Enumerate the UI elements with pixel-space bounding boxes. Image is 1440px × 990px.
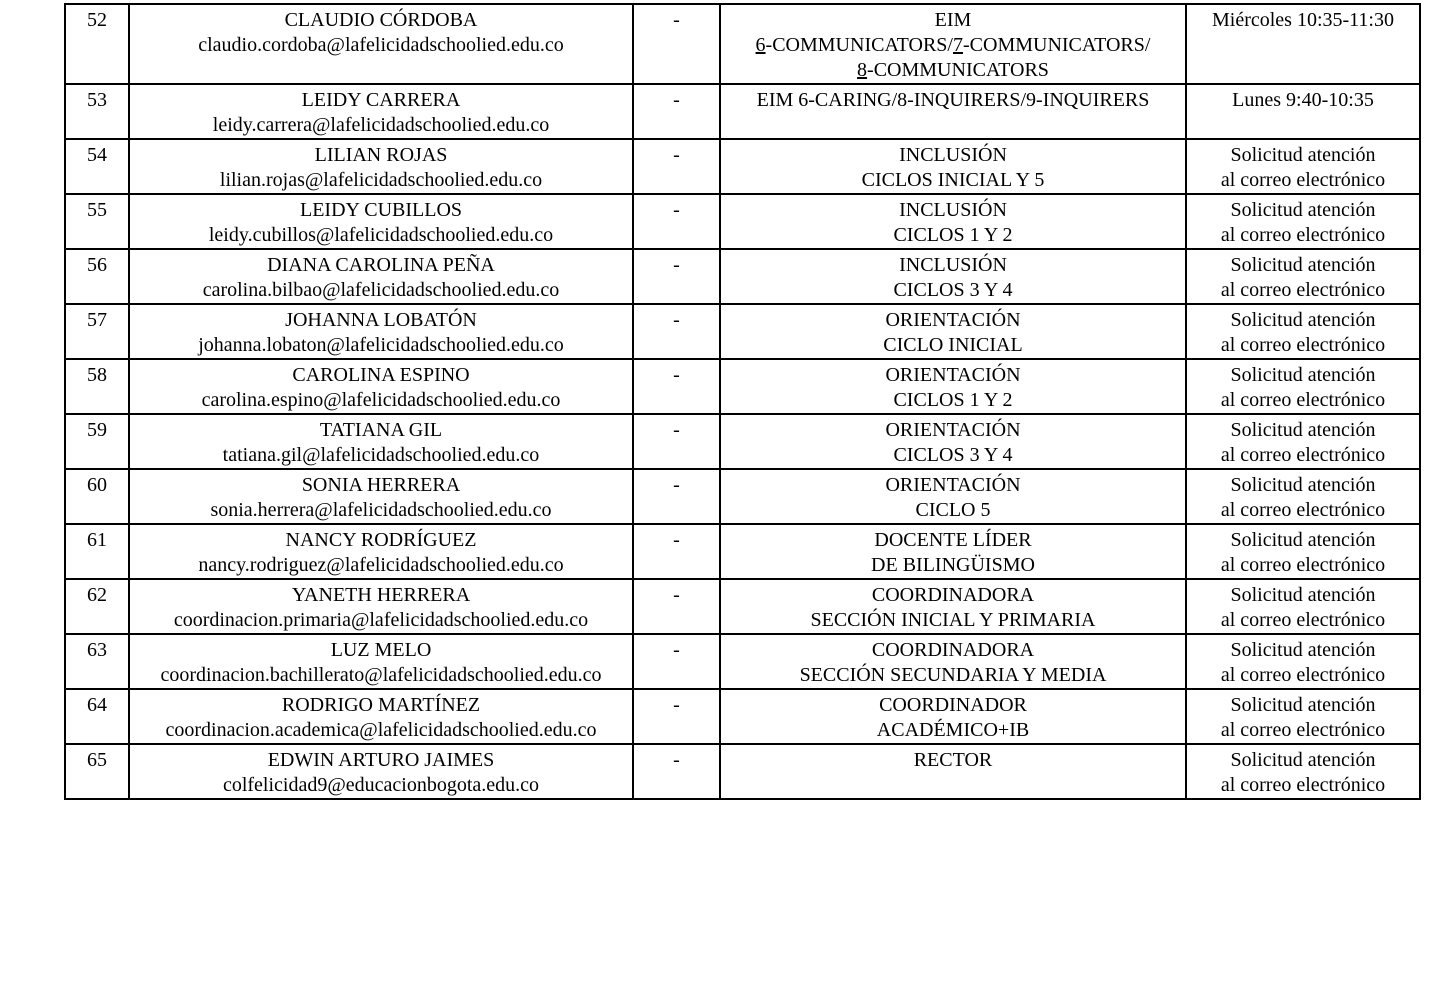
row-number: 65 (65, 744, 129, 799)
row-number: 60 (65, 469, 129, 524)
role-cell (720, 524, 1186, 579)
schedule-line-2: al correo electrónico (1220, 169, 1386, 191)
row-number: 55 (65, 194, 129, 249)
contact-email: lilian.rojas@lafelicidadschoolied.edu.co (219, 169, 543, 191)
row-number: 58 (65, 359, 129, 414)
contact-cell (129, 4, 633, 84)
role-line-2 (723, 33, 1183, 58)
dash-cell: - (633, 304, 720, 359)
schedule-line-2: al correo electrónico (1220, 444, 1386, 466)
contact-name: CAROLINA ESPINO (292, 364, 470, 386)
role-cell (720, 139, 1186, 194)
contact-email: sonia.herrera@lafelicidadschoolied.edu.co (210, 499, 552, 521)
role-cell (720, 634, 1186, 689)
dash-cell: - (633, 634, 720, 689)
schedule-cell (1186, 194, 1420, 249)
role-line-1: DOCENTE LÍDER (874, 529, 1032, 551)
role-line-1: ORIENTACIÓN (885, 309, 1021, 331)
table-row (65, 524, 1420, 579)
role-grade-num: 6 (755, 34, 766, 56)
row-number: 56 (65, 249, 129, 304)
row-number: 62 (65, 579, 129, 634)
schedule-line-1: Solicitud atención (1230, 474, 1376, 496)
table-row (65, 579, 1420, 634)
schedule-line-1: Lunes 9:40-10:35 (1232, 89, 1374, 111)
schedule-line-2: al correo electrónico (1220, 389, 1386, 411)
contact-name: EDWIN ARTURO JAIMES (267, 749, 495, 771)
schedule-cell (1186, 744, 1420, 799)
table-row (65, 304, 1420, 359)
role-grade-num: 7 (953, 34, 963, 56)
contact-cell (129, 469, 633, 524)
role-cell (720, 689, 1186, 744)
role-line-2: CICLOS INICIAL Y 5 (861, 169, 1045, 191)
contact-cell (129, 524, 633, 579)
contact-email: coordinacion.primaria@lafelicidadschoolied.edu.co (173, 609, 589, 631)
schedule-line-2: al correo electrónico (1220, 664, 1386, 686)
contact-email: carolina.espino@lafelicidadschoolied.edu.co (201, 389, 561, 411)
contact-name: LEIDY CARRERA (301, 89, 461, 111)
schedule-cell (1186, 139, 1420, 194)
role-line-1: INCLUSIÓN (899, 199, 1007, 221)
contact-name: LEIDY CUBILLOS (299, 199, 463, 221)
schedule-line-2: al correo electrónico (1220, 224, 1386, 246)
contact-name: RODRIGO MARTÍNEZ (281, 694, 481, 716)
contact-email: leidy.cubillos@lafelicidadschoolied.edu.co (208, 224, 554, 246)
dash-cell: - (633, 4, 720, 84)
dash-cell: - (633, 689, 720, 744)
schedule-line-1: Solicitud atención (1230, 419, 1376, 441)
schedule-line-2: al correo electrónico (1220, 719, 1386, 741)
role-line-1: ORIENTACIÓN (885, 364, 1021, 386)
schedule-cell (1186, 689, 1420, 744)
contact-name: LUZ MELO (330, 639, 432, 661)
role-line-2: CICLO 5 (915, 499, 991, 521)
role-line-1: COORDINADOR (879, 694, 1027, 716)
table-row (65, 139, 1420, 194)
schedule-line-2: al correo electrónico (1220, 499, 1386, 521)
role-group-text: -COMMUNICATORS/ (963, 34, 1151, 56)
table-row (65, 634, 1420, 689)
role-line-1: ORIENTACIÓN (885, 419, 1021, 441)
role-line-1: INCLUSIÓN (899, 144, 1007, 166)
schedule-line-2: al correo electrónico (1220, 609, 1386, 631)
dash-cell: - (633, 579, 720, 634)
role-cell (720, 469, 1186, 524)
role-grade-num: 8 (857, 59, 868, 81)
role-cell (720, 359, 1186, 414)
row-number: 63 (65, 634, 129, 689)
contact-name: JOHANNA LOBATÓN (285, 309, 477, 331)
dash-cell: - (633, 414, 720, 469)
schedule-cell (1186, 469, 1420, 524)
table-row (65, 689, 1420, 744)
contact-cell (129, 194, 633, 249)
schedule-line-1: Solicitud atención (1230, 694, 1376, 716)
table-row (65, 359, 1420, 414)
table-row (65, 249, 1420, 304)
contact-email: carolina.bilbao@lafelicidadschoolied.edu.co (202, 279, 560, 301)
table-row (65, 414, 1420, 469)
contact-email: colfelicidad9@educacionbogota.edu.co (222, 774, 540, 796)
schedule-line-1: Solicitud atención (1230, 144, 1376, 166)
contact-cell (129, 359, 633, 414)
role-cell (720, 744, 1186, 799)
dash-cell: - (633, 139, 720, 194)
dash-cell: - (633, 744, 720, 799)
schedule-line-1: Solicitud atención (1230, 529, 1376, 551)
contact-cell (129, 304, 633, 359)
schedule-line-2: al correo electrónico (1220, 554, 1386, 576)
role-cell (720, 4, 1186, 84)
row-number: 53 (65, 84, 129, 139)
row-number: 59 (65, 414, 129, 469)
schedule-line-1: Solicitud atención (1230, 254, 1376, 276)
role-group-text: -COMMUNICATORS/ (765, 34, 953, 56)
table-row (65, 194, 1420, 249)
contact-email: claudio.cordoba@lafelicidadschoolied.edu.co (198, 34, 564, 56)
schedule-line-1: Solicitud atención (1230, 364, 1376, 386)
contact-cell (129, 634, 633, 689)
table-row (65, 4, 1420, 84)
role-line-1: INCLUSIÓN (899, 254, 1007, 276)
contact-email: coordinacion.bachillerato@lafelicidadschoolied.edu.co (160, 664, 602, 686)
role-line-2: CICLOS 1 Y 2 (893, 389, 1013, 411)
row-number: 57 (65, 304, 129, 359)
contact-email: coordinacion.academica@lafelicidadschoolied.edu.co (165, 719, 597, 741)
contact-name: YANETH HERRERA (291, 584, 471, 606)
role-line-1: EIM 6-CARING/8-INQUIRERS/9-INQUIRERS (756, 89, 1150, 111)
schedule-line-2: al correo electrónico (1220, 334, 1386, 356)
contact-cell (129, 414, 633, 469)
role-cell (720, 194, 1186, 249)
role-line-2: CICLO INICIAL (883, 334, 1023, 356)
dash-cell: - (633, 524, 720, 579)
schedule-line-1: Solicitud atención (1230, 584, 1376, 606)
role-line-2: CICLOS 3 Y 4 (893, 279, 1013, 301)
contact-cell (129, 249, 633, 304)
contact-name: SONIA HERRERA (301, 474, 461, 496)
role-cell (720, 84, 1186, 139)
contact-cell (129, 689, 633, 744)
schedule-cell (1186, 359, 1420, 414)
contact-name: CLAUDIO CÓRDOBA (284, 9, 478, 31)
contact-name: TATIANA GIL (319, 419, 443, 441)
schedule-line-1: Solicitud atención (1230, 309, 1376, 331)
contact-email: nancy.rodriguez@lafelicidadschoolied.edu.co (198, 554, 564, 576)
row-number: 64 (65, 689, 129, 744)
schedule-cell (1186, 304, 1420, 359)
role-cell (720, 414, 1186, 469)
table-row (65, 469, 1420, 524)
contacts-table (64, 3, 1421, 800)
dash-cell: - (633, 249, 720, 304)
schedule-line-1: Miércoles 10:35-11:30 (1211, 9, 1394, 31)
contact-cell (129, 744, 633, 799)
role-cell (720, 579, 1186, 634)
contact-cell (129, 579, 633, 634)
role-line-1: EIM (934, 9, 972, 31)
schedule-cell (1186, 414, 1420, 469)
schedule-line-1: Solicitud atención (1230, 749, 1376, 771)
contact-cell (129, 84, 633, 139)
role-line-2: CICLOS 3 Y 4 (893, 444, 1013, 466)
schedule-line-2: al correo electrónico (1220, 774, 1386, 796)
dash-cell: - (633, 194, 720, 249)
role-line-1: ORIENTACIÓN (885, 474, 1021, 496)
row-number: 61 (65, 524, 129, 579)
contact-email: tatiana.gil@lafelicidadschoolied.edu.co (222, 444, 540, 466)
contact-name: LILIAN ROJAS (314, 144, 448, 166)
contact-email: leidy.carrera@lafelicidadschoolied.edu.co (212, 114, 550, 136)
dash-cell: - (633, 359, 720, 414)
role-cell (720, 304, 1186, 359)
role-line-2: SECCIÓN SECUNDARIA Y MEDIA (799, 664, 1107, 686)
role-line-1: COORDINADORA (871, 639, 1035, 661)
schedule-line-1: Solicitud atención (1230, 199, 1376, 221)
role-line-1: RECTOR (913, 749, 993, 771)
schedule-line-1: Solicitud atención (1230, 639, 1376, 661)
contact-name: NANCY RODRÍGUEZ (285, 529, 477, 551)
row-number: 54 (65, 139, 129, 194)
role-cell (720, 249, 1186, 304)
table-row (65, 84, 1420, 139)
schedule-cell (1186, 634, 1420, 689)
role-line-3 (723, 58, 1183, 83)
role-group-text: -COMMUNICATORS (867, 59, 1049, 81)
row-number: 52 (65, 4, 129, 84)
schedule-cell (1186, 579, 1420, 634)
contact-name: DIANA CAROLINA PEÑA (267, 254, 495, 276)
role-line-2: ACADÉMICO+IB (876, 719, 1030, 741)
schedule-cell (1186, 249, 1420, 304)
contact-email: johanna.lobaton@lafelicidadschoolied.edu.co (198, 334, 564, 356)
table-row (65, 744, 1420, 799)
contact-cell (129, 139, 633, 194)
role-line-2: DE BILINGÜISMO (871, 554, 1035, 576)
schedule-cell (1186, 524, 1420, 579)
schedule-cell (1186, 84, 1420, 139)
dash-cell: - (633, 469, 720, 524)
dash-cell: - (633, 84, 720, 139)
role-line-1: COORDINADORA (871, 584, 1035, 606)
schedule-line-2: al correo electrónico (1220, 279, 1386, 301)
role-line-2: SECCIÓN INICIAL Y PRIMARIA (810, 609, 1096, 631)
schedule-cell (1186, 4, 1420, 84)
role-line-2: CICLOS 1 Y 2 (893, 224, 1013, 246)
